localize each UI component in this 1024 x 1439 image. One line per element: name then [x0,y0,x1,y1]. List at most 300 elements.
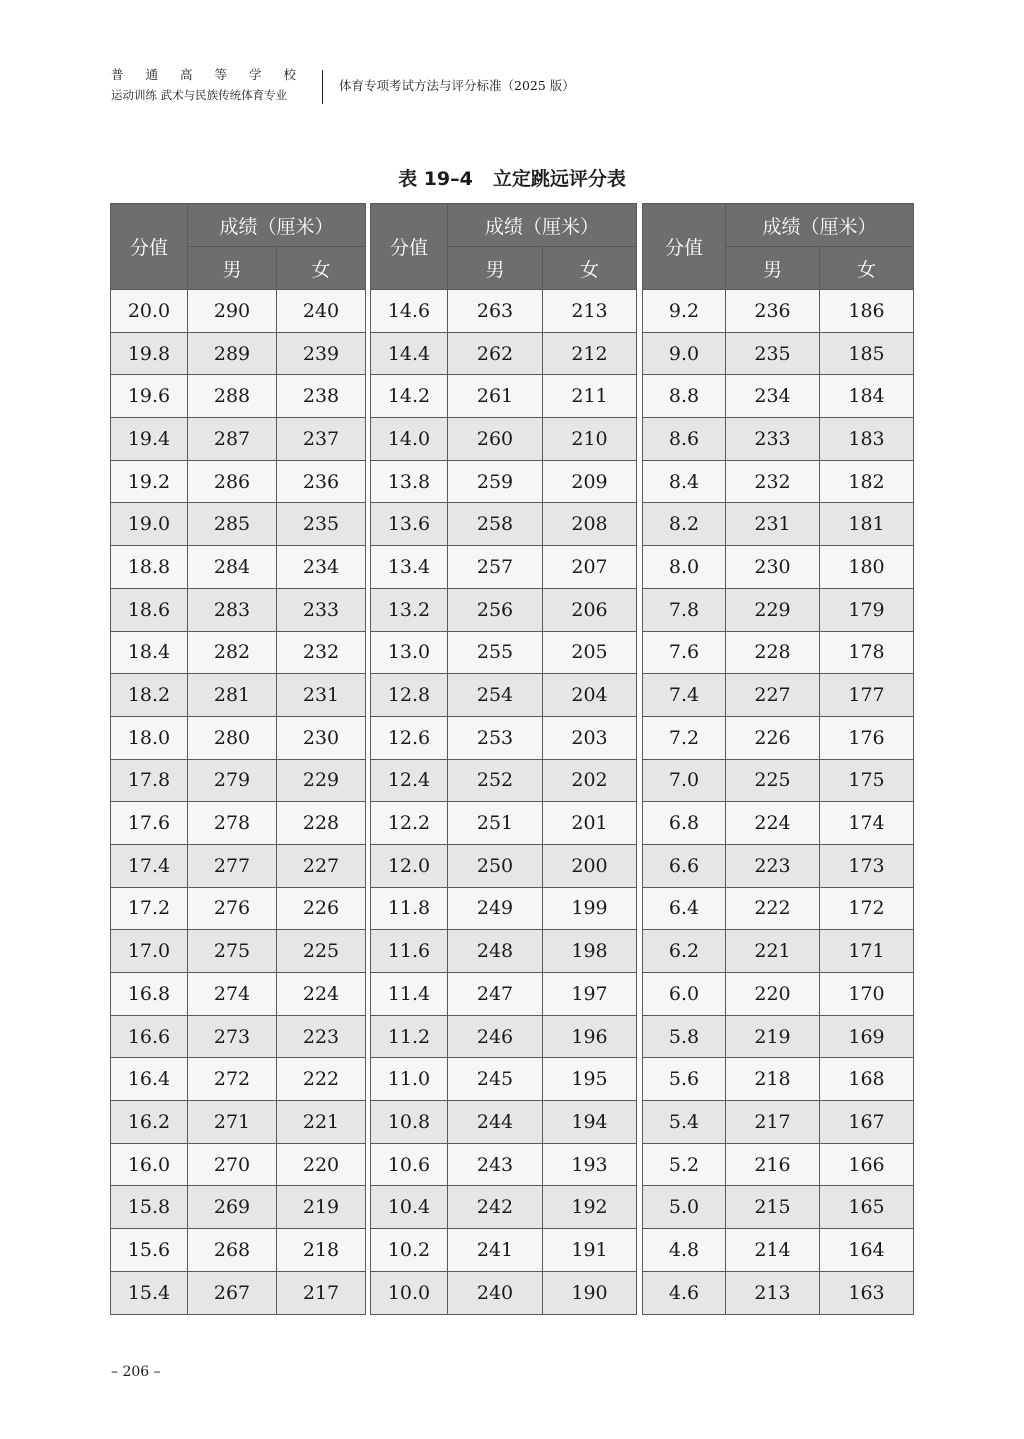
header-result: 成绩（厘米） [726,204,914,247]
table-row [643,503,914,546]
table-row [111,332,366,375]
table-row [371,973,637,1016]
score-cell: 17.0 [111,930,188,973]
header-doc-title: 体育专项考试方法与评分标准（2025 版） [339,78,575,93]
table-row [111,1186,366,1229]
female-cell: 230 [277,716,366,759]
table-row [371,1101,637,1144]
male-cell: 253 [448,716,543,759]
score-cell: 13.2 [371,588,448,631]
table-row [111,418,366,461]
score-cell: 14.4 [371,332,448,375]
male-cell: 246 [448,1015,543,1058]
female-cell: 196 [543,1015,637,1058]
female-cell: 212 [543,332,637,375]
score-cell: 18.0 [111,716,188,759]
table-row [111,930,366,973]
score-cell: 19.0 [111,503,188,546]
header-female: 女 [277,247,366,290]
male-cell: 278 [188,802,277,845]
male-cell: 290 [188,290,277,333]
female-cell: 200 [543,844,637,887]
score-cell: 11.6 [371,930,448,973]
female-cell: 201 [543,802,637,845]
table-row [371,802,637,845]
score-cell: 19.2 [111,460,188,503]
score-cell: 13.8 [371,460,448,503]
female-cell: 199 [543,887,637,930]
male-cell: 235 [726,332,820,375]
table-row [643,1015,914,1058]
table-row [371,290,637,333]
score-cell: 13.0 [371,631,448,674]
table-row [111,1229,366,1272]
male-cell: 269 [188,1186,277,1229]
male-cell: 230 [726,546,820,589]
score-cell: 6.2 [643,930,726,973]
table-row [371,375,637,418]
score-cell: 14.2 [371,375,448,418]
table-row [643,1101,914,1144]
header-result: 成绩（厘米） [188,204,366,247]
male-cell: 275 [188,930,277,973]
table-row [371,546,637,589]
female-cell: 167 [820,1101,914,1144]
score-cell: 15.6 [111,1229,188,1272]
score-cell: 10.0 [371,1271,448,1314]
male-cell: 224 [726,802,820,845]
male-cell: 285 [188,503,277,546]
table-row [111,1101,366,1144]
female-cell: 204 [543,674,637,717]
male-cell: 274 [188,973,277,1016]
score-cell: 12.8 [371,674,448,717]
female-cell: 190 [543,1271,637,1314]
score-cell: 13.4 [371,546,448,589]
female-cell: 226 [277,887,366,930]
table-row [111,716,366,759]
table-row [371,418,637,461]
female-cell: 206 [543,588,637,631]
score-cell: 16.8 [111,973,188,1016]
score-cell: 17.6 [111,802,188,845]
male-cell: 222 [726,887,820,930]
female-cell: 233 [277,588,366,631]
table-row [111,1271,366,1314]
male-cell: 277 [188,844,277,887]
female-cell: 222 [277,1058,366,1101]
male-cell: 234 [726,375,820,418]
score-cell: 16.6 [111,1015,188,1058]
score-cell: 7.2 [643,716,726,759]
score-cell: 11.2 [371,1015,448,1058]
female-cell: 166 [820,1143,914,1186]
female-cell: 217 [277,1271,366,1314]
score-cell: 9.2 [643,290,726,333]
male-cell: 233 [726,418,820,461]
male-cell: 289 [188,332,277,375]
male-cell: 241 [448,1229,543,1272]
score-cell: 16.0 [111,1143,188,1186]
male-cell: 247 [448,973,543,1016]
table-row [643,887,914,930]
score-cell: 5.0 [643,1186,726,1229]
male-cell: 227 [726,674,820,717]
male-cell: 263 [448,290,543,333]
score-cell: 8.6 [643,418,726,461]
female-cell: 165 [820,1186,914,1229]
table-row [111,1058,366,1101]
female-cell: 171 [820,930,914,973]
female-cell: 185 [820,332,914,375]
score-cell: 19.6 [111,375,188,418]
score-cell: 15.4 [111,1271,188,1314]
table-row [371,1143,637,1186]
header-result: 成绩（厘米） [448,204,637,247]
table-row [643,802,914,845]
female-cell: 225 [277,930,366,973]
table-row [643,332,914,375]
female-cell: 191 [543,1229,637,1272]
table-row [371,1015,637,1058]
table-row [111,759,366,802]
female-cell: 179 [820,588,914,631]
score-cell: 14.6 [371,290,448,333]
male-cell: 262 [448,332,543,375]
female-cell: 193 [543,1143,637,1186]
table-row [371,887,637,930]
male-cell: 223 [726,844,820,887]
score-cell: 6.6 [643,844,726,887]
male-cell: 226 [726,716,820,759]
male-cell: 252 [448,759,543,802]
table-row [111,674,366,717]
table-row [643,844,914,887]
female-cell: 180 [820,546,914,589]
score-cell: 15.8 [111,1186,188,1229]
female-cell: 181 [820,503,914,546]
male-cell: 258 [448,503,543,546]
score-cell: 5.2 [643,1143,726,1186]
female-cell: 169 [820,1015,914,1058]
table-row [643,1143,914,1186]
score-cell: 12.0 [371,844,448,887]
header-major: 运动训练 武术与民族传统体育专业 [111,88,288,102]
female-cell: 163 [820,1271,914,1314]
female-cell: 237 [277,418,366,461]
score-cell: 19.8 [111,332,188,375]
male-cell: 243 [448,1143,543,1186]
score-cell: 18.6 [111,588,188,631]
table-row [371,759,637,802]
table-row [111,802,366,845]
score-cell: 5.8 [643,1015,726,1058]
table-number: 表 19–4 [398,168,473,190]
score-table-1 [110,203,366,1315]
header-left [111,66,321,104]
male-cell: 225 [726,759,820,802]
table-title-text: 立定跳远评分表 [492,168,626,190]
table-row [643,1229,914,1272]
female-cell: 192 [543,1186,637,1229]
male-cell: 220 [726,973,820,1016]
male-cell: 259 [448,460,543,503]
score-cell: 7.0 [643,759,726,802]
table-row [643,460,914,503]
score-cell: 5.4 [643,1101,726,1144]
female-cell: 173 [820,844,914,887]
table-row [371,503,637,546]
male-cell: 273 [188,1015,277,1058]
table-row [371,631,637,674]
table-row [643,375,914,418]
score-cell: 16.2 [111,1101,188,1144]
table-row [111,503,366,546]
score-cell: 12.4 [371,759,448,802]
table-row [111,290,366,333]
female-cell: 231 [277,674,366,717]
table-row [111,375,366,418]
table-row [371,1186,637,1229]
header-score: 分值 [371,204,448,290]
male-cell: 242 [448,1186,543,1229]
score-cell: 17.2 [111,887,188,930]
table-row [643,588,914,631]
score-cell: 17.8 [111,759,188,802]
male-cell: 270 [188,1143,277,1186]
table-row [371,716,637,759]
male-cell: 228 [726,631,820,674]
score-cell: 9.0 [643,332,726,375]
male-cell: 229 [726,588,820,631]
female-cell: 210 [543,418,637,461]
table-row [371,1271,637,1314]
male-cell: 216 [726,1143,820,1186]
male-cell: 240 [448,1271,543,1314]
table-row [643,973,914,1016]
male-cell: 280 [188,716,277,759]
table-row [371,844,637,887]
table-row [371,930,637,973]
male-cell: 272 [188,1058,277,1101]
score-cell: 10.6 [371,1143,448,1186]
score-cell: 7.4 [643,674,726,717]
male-cell: 219 [726,1015,820,1058]
table-row [643,418,914,461]
female-cell: 177 [820,674,914,717]
male-cell: 267 [188,1271,277,1314]
header-male: 男 [188,247,277,290]
score-cell: 12.6 [371,716,448,759]
male-cell: 286 [188,460,277,503]
table-row [111,1143,366,1186]
table-row [643,1186,914,1229]
male-cell: 271 [188,1101,277,1144]
table-row [111,631,366,674]
table-row [111,1015,366,1058]
header-male: 男 [448,247,543,290]
male-cell: 248 [448,930,543,973]
score-cell: 4.8 [643,1229,726,1272]
page-number: – 206 – [111,1364,161,1380]
male-cell: 261 [448,375,543,418]
table-row [111,887,366,930]
female-cell: 213 [543,290,637,333]
score-cell: 10.8 [371,1101,448,1144]
male-cell: 232 [726,460,820,503]
table-row [643,759,914,802]
female-cell: 198 [543,930,637,973]
male-cell: 256 [448,588,543,631]
score-cell: 12.2 [371,802,448,845]
female-cell: 176 [820,716,914,759]
score-cell: 8.8 [643,375,726,418]
male-cell: 215 [726,1186,820,1229]
female-cell: 211 [543,375,637,418]
table-row [643,716,914,759]
female-cell: 221 [277,1101,366,1144]
score-cell: 8.2 [643,503,726,546]
female-cell: 178 [820,631,914,674]
score-cell: 10.2 [371,1229,448,1272]
score-cell: 19.4 [111,418,188,461]
male-cell: 214 [726,1229,820,1272]
male-cell: 254 [448,674,543,717]
table-row [371,674,637,717]
female-cell: 238 [277,375,366,418]
female-cell: 220 [277,1143,366,1186]
male-cell: 287 [188,418,277,461]
female-cell: 219 [277,1186,366,1229]
male-cell: 244 [448,1101,543,1144]
female-cell: 209 [543,460,637,503]
male-cell: 257 [448,546,543,589]
female-cell: 194 [543,1101,637,1144]
female-cell: 186 [820,290,914,333]
male-cell: 255 [448,631,543,674]
score-table-3 [642,203,914,1315]
table-row [643,546,914,589]
male-cell: 221 [726,930,820,973]
table-row [371,1229,637,1272]
score-cell: 18.4 [111,631,188,674]
score-cell: 8.4 [643,460,726,503]
score-cell: 17.4 [111,844,188,887]
score-cell: 18.2 [111,674,188,717]
female-cell: 218 [277,1229,366,1272]
female-cell: 183 [820,418,914,461]
female-cell: 175 [820,759,914,802]
header-score: 分值 [643,204,726,290]
female-cell: 207 [543,546,637,589]
score-cell: 6.8 [643,802,726,845]
male-cell: 268 [188,1229,277,1272]
male-cell: 279 [188,759,277,802]
table-row [643,1271,914,1314]
female-cell: 182 [820,460,914,503]
score-cell: 18.8 [111,546,188,589]
header-male: 男 [726,247,820,290]
score-cell: 8.0 [643,546,726,589]
table-row [371,588,637,631]
score-cell: 6.0 [643,973,726,1016]
male-cell: 218 [726,1058,820,1101]
female-cell: 232 [277,631,366,674]
score-cell: 20.0 [111,290,188,333]
female-cell: 234 [277,546,366,589]
header-female: 女 [820,247,914,290]
header-divider [322,70,323,104]
score-cell: 6.4 [643,887,726,930]
female-cell: 223 [277,1015,366,1058]
score-cell: 7.6 [643,631,726,674]
male-cell: 213 [726,1271,820,1314]
male-cell: 250 [448,844,543,887]
female-cell: 208 [543,503,637,546]
table-row [111,588,366,631]
male-cell: 288 [188,375,277,418]
table-row [111,844,366,887]
table-row [111,546,366,589]
table-row [643,290,914,333]
male-cell: 260 [448,418,543,461]
male-cell: 217 [726,1101,820,1144]
score-cell: 11.0 [371,1058,448,1101]
header-female: 女 [543,247,637,290]
female-cell: 195 [543,1058,637,1101]
male-cell: 245 [448,1058,543,1101]
table-row [371,332,637,375]
table-row [111,460,366,503]
male-cell: 251 [448,802,543,845]
male-cell: 284 [188,546,277,589]
female-cell: 240 [277,290,366,333]
female-cell: 228 [277,802,366,845]
table-title [0,164,1024,191]
female-cell: 172 [820,887,914,930]
female-cell: 239 [277,332,366,375]
score-cell: 4.6 [643,1271,726,1314]
male-cell: 282 [188,631,277,674]
score-cell: 13.6 [371,503,448,546]
female-cell: 164 [820,1229,914,1272]
score-cell: 14.0 [371,418,448,461]
female-cell: 202 [543,759,637,802]
female-cell: 205 [543,631,637,674]
table-row [643,674,914,717]
table-row [643,631,914,674]
female-cell: 203 [543,716,637,759]
male-cell: 249 [448,887,543,930]
female-cell: 174 [820,802,914,845]
score-cell: 5.6 [643,1058,726,1101]
male-cell: 231 [726,503,820,546]
table-row [371,460,637,503]
male-cell: 276 [188,887,277,930]
header-school: 普通高等学校 [111,67,319,82]
score-cell: 10.4 [371,1186,448,1229]
female-cell: 197 [543,973,637,1016]
female-cell: 229 [277,759,366,802]
female-cell: 170 [820,973,914,1016]
female-cell: 168 [820,1058,914,1101]
score-cell: 16.4 [111,1058,188,1101]
score-table-2 [370,203,637,1315]
male-cell: 236 [726,290,820,333]
female-cell: 224 [277,973,366,1016]
female-cell: 235 [277,503,366,546]
female-cell: 184 [820,375,914,418]
